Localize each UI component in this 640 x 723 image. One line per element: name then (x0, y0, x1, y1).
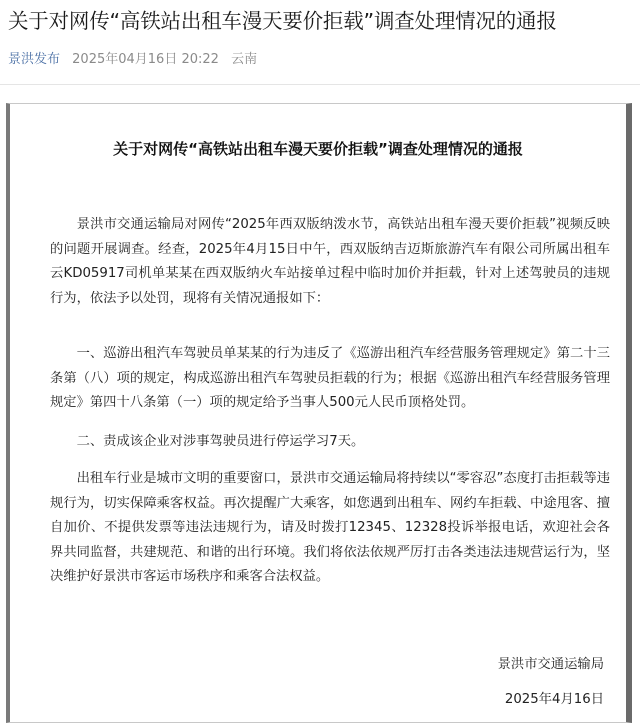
article-meta (8, 48, 257, 67)
page-title: 关于对网传“高铁站出租车漫天要价拒载”调查处理情况的通报 (8, 9, 557, 33)
notice-signer: 景洪市交通运输局 (497, 657, 604, 672)
notice-paragraph: 二、责成该企业对涉事驾驶员进行停运学习7天。 (76, 434, 365, 449)
notice-paragraph: 一、巡游出租汽车驾驶员单某某的行为违反了《巡游出租汽车经营服务管理规定》第二十三条第（八）项的规定，构成巡游出租汽车驾驶员拒载的行为；根据《巡游出租汽车经营服务管理规定》第四十八条第（一）项的规定给予当事人500元人民币顶格处罚。 (50, 346, 610, 410)
publish-time: 2025年04月16日 20:22 (72, 52, 219, 67)
notice-paragraph: 出租车行业是城市文明的重要窗口，景洪市交通运输局将持续以“零容忍”态度打击拒载等违规行为，切实保障乘客权益。再次提醒广大乘客，如您遇到出租车、网约车拒载、中途甩客、擅自加价、不提供发票等违法违规行为，请及时拨打12345、12328投诉举报电话，欢迎社会各界共同监督，共建规范、和谐的出行环境。我们将依法依规严厉打击各类违法违规营运行为，坚决维护好景洪市客运市场秩序和乘客合法权益。 (50, 471, 610, 584)
header-divider (0, 84, 640, 85)
notice-paragraph: 景洪市交通运输局对网传“2025年西双版纳泼水节，高铁站出租车漫天要价拒载”视频反映的问题开展调查。经查，2025年4月15日中午，西双版纳吉迈斯旅游汽车有限公司所属出租车云KD05917司机单某某在西双版纳火车站接单过程中临时加价并拒载，针对上述驾驶员的违规行为，依法予以处罚，现将有关情况通报如下： (50, 217, 610, 306)
source-link[interactable]: 景洪发布 (8, 52, 61, 67)
publish-location: 云南 (231, 52, 258, 67)
notice-image (6, 103, 632, 723)
notice-title: 关于对网传“高铁站出租车漫天要价拒载”调查处理情况的通报 (113, 140, 523, 158)
notice-date: 2025年4月16日 (504, 692, 604, 707)
